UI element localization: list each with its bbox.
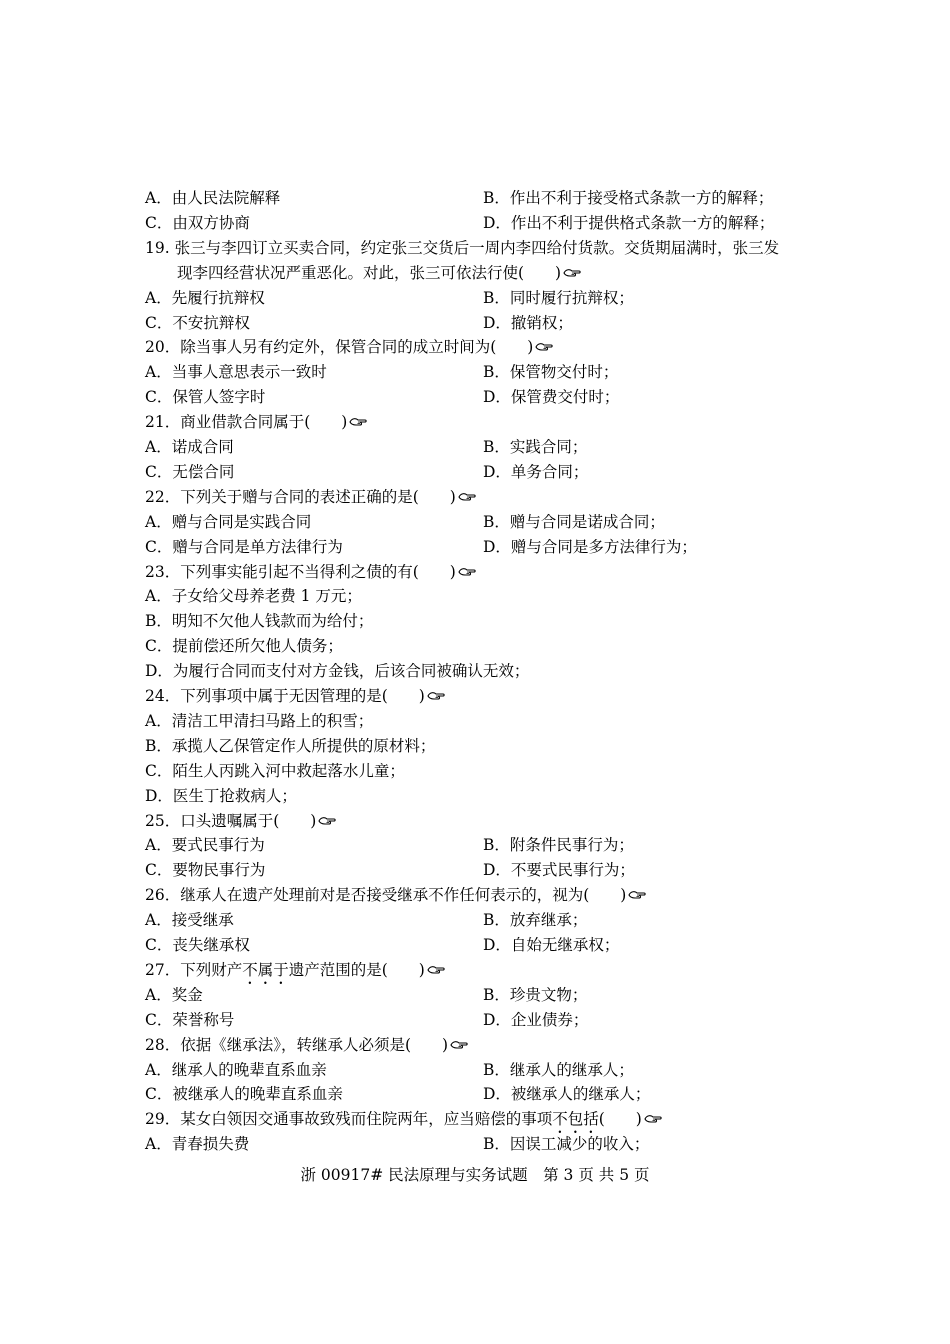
option-row [145, 510, 825, 535]
hand-pointer-icon [458, 486, 476, 498]
option-text: C．陌生人丙跳入河中救起落水儿童； [145, 761, 405, 780]
option-b: B．放弃继承； [483, 911, 588, 930]
option-text: D．为履行合同而支付对方金钱，后该合同被确认无效； [145, 662, 530, 681]
question-text-post: ( ) [598, 1110, 642, 1129]
question-text-pre: 29．某女白领因交通事故致残而住院两年，应当赔偿的事项 [145, 1110, 553, 1129]
option-row [145, 286, 825, 311]
option-row [145, 1082, 825, 1107]
question-text-post: 遗产范围的是( ) [288, 960, 425, 979]
option-b: B．珍贵文物； [483, 985, 588, 1004]
question-text: 24．下列事项中属于无因管理的是( ) [145, 687, 425, 705]
option-b: D．撤销权； [483, 313, 573, 332]
question-stem [145, 1033, 825, 1058]
option-b: B．继承人的继承人； [483, 1060, 634, 1079]
hand-pointer-icon [644, 1108, 662, 1120]
hand-pointer-icon [427, 959, 445, 971]
hand-pointer-icon [563, 262, 581, 274]
option-line [145, 709, 825, 734]
question-stem [145, 560, 825, 585]
option-line [145, 784, 825, 809]
option-a: A．青春损失费 [145, 1135, 250, 1154]
option-a: A．接受继承 [145, 911, 234, 930]
option-row [145, 211, 825, 236]
option-b: B．同时履行抗辩权； [483, 288, 634, 307]
option-b: B．因误工减少的收入； [483, 1135, 650, 1154]
hand-pointer-icon [450, 1034, 468, 1046]
page-footer: 浙 00917# 民法原理与实务试题 第 3 页 共 5 页 [300, 1166, 650, 1184]
hand-pointer-icon [349, 411, 367, 423]
option-row [145, 435, 825, 460]
question-stem [145, 883, 825, 908]
option-line [145, 659, 825, 684]
question-stem [145, 410, 825, 435]
option-text: D．医生丁抢救病人； [145, 786, 297, 805]
option-a: C．由双方协商 [145, 213, 250, 232]
option-a: C．被继承人的晚辈直系血亲 [145, 1085, 343, 1104]
option-row [145, 1008, 825, 1033]
option-a: C．赠与合同是单方法律行为 [145, 537, 343, 556]
option-row [145, 186, 825, 211]
hand-pointer-icon [628, 884, 646, 896]
hand-pointer-icon [318, 810, 336, 822]
option-row [145, 360, 825, 385]
option-a: A．先履行抗辩权 [145, 288, 265, 307]
option-a: A．赠与合同是实践合同 [145, 512, 312, 531]
question-stem [145, 684, 825, 709]
option-b: B．赠与合同是诺成合同； [483, 512, 665, 531]
option-b: D．单务合同； [483, 462, 589, 481]
question-continuation [177, 261, 857, 286]
option-line [145, 759, 825, 784]
option-b: D．被继承人的继承人； [483, 1085, 651, 1104]
option-row [145, 1058, 825, 1083]
option-line [145, 734, 825, 759]
option-row [145, 460, 825, 485]
option-row [145, 833, 825, 858]
question-text: 21．商业借款合同属于( ) [145, 413, 348, 432]
question-text-pre: 27．下列财产 [145, 960, 243, 979]
option-text: A．子女给父母养老费 1 万元； [145, 587, 362, 606]
option-a: C．保管人签字时 [145, 388, 266, 407]
question-text: 19. 张三与李四订立买卖合同，约定张三交货后一周内李四给付货款。交货期届满时，张三发 [145, 238, 780, 257]
hand-pointer-icon [535, 336, 553, 348]
option-b: B．保管物交付时； [483, 363, 619, 382]
option-row [145, 385, 825, 410]
option-a: C．丧失继承权 [145, 936, 250, 954]
hand-pointer-icon [458, 561, 476, 573]
option-b: B．作出不利于接受格式条款一方的解释； [483, 189, 774, 207]
question-text: 25．口头遗嘱属于( ) [145, 811, 317, 830]
option-a: C．无偿合同 [145, 462, 235, 481]
question-text: 现李四经营状况严重恶化。对此，张三可依法行使( ) [177, 263, 562, 282]
question-stem [145, 236, 825, 261]
option-b: D．企业债券； [483, 1010, 589, 1029]
emphasis-text: 不包括 [552, 1110, 599, 1129]
option-row [145, 311, 825, 336]
option-b: D．作出不利于提供格式条款一方的解释； [483, 213, 775, 232]
option-row [145, 535, 825, 560]
option-row [145, 933, 825, 958]
option-a: C．要物民事行为 [145, 861, 266, 880]
question-text: 26．继承人在遗产处理前对是否接受继承不作任何表示的，视为( ) [145, 886, 627, 905]
option-a: C．荣誉称号 [145, 1010, 235, 1029]
question-stem [145, 958, 825, 983]
option-row [145, 1132, 825, 1157]
emphasis-text: 不属于 [242, 960, 289, 979]
option-a: A．当事人意思表示一致时 [145, 363, 327, 382]
option-b: D．不要式民事行为； [483, 861, 635, 880]
question-stem [145, 809, 825, 834]
option-text: A．清洁工甲清扫马路上的积雪； [145, 711, 374, 730]
option-a: A．要式民事行为 [145, 836, 265, 855]
question-text: 23．下列事实能引起不当得利之债的有( ) [145, 562, 456, 581]
option-line [145, 609, 825, 634]
question-text: 28．依据《继承法》，转继承人必须是( ) [145, 1035, 449, 1054]
question-stem [145, 1107, 825, 1132]
option-text: C．提前偿还所欠他人债务； [145, 637, 343, 656]
option-a: A．继承人的晚辈直系血亲 [145, 1060, 327, 1079]
option-line [145, 634, 825, 659]
option-row [145, 983, 825, 1008]
option-b: D．保管费交付时； [483, 388, 620, 407]
option-text: B．明知不欠他人钱款而为给付； [145, 612, 374, 631]
option-a: C．不安抗辩权 [145, 313, 250, 332]
option-a: A．由人民法院解释 [145, 189, 281, 207]
option-a: A．奖金 [145, 985, 203, 1004]
option-b: D．自始无继承权； [483, 936, 620, 954]
question-stem [145, 485, 825, 510]
option-text: B．承揽人乙保管定作人所提供的原材料； [145, 736, 436, 755]
option-row [145, 908, 825, 933]
question-text: 20．除当事人另有约定外，保管合同的成立时间为( ) [145, 338, 534, 357]
option-row [145, 858, 825, 883]
option-line [145, 584, 825, 609]
option-b: D．赠与合同是多方法律行为； [483, 537, 697, 556]
question-stem [145, 335, 825, 360]
option-a: A．诺成合同 [145, 438, 234, 456]
option-b: B．附条件民事行为； [483, 836, 634, 855]
hand-pointer-icon [427, 685, 445, 697]
question-text: 22．下列关于赠与合同的表述正确的是( ) [145, 487, 456, 506]
option-b: B．实践合同； [483, 438, 588, 456]
